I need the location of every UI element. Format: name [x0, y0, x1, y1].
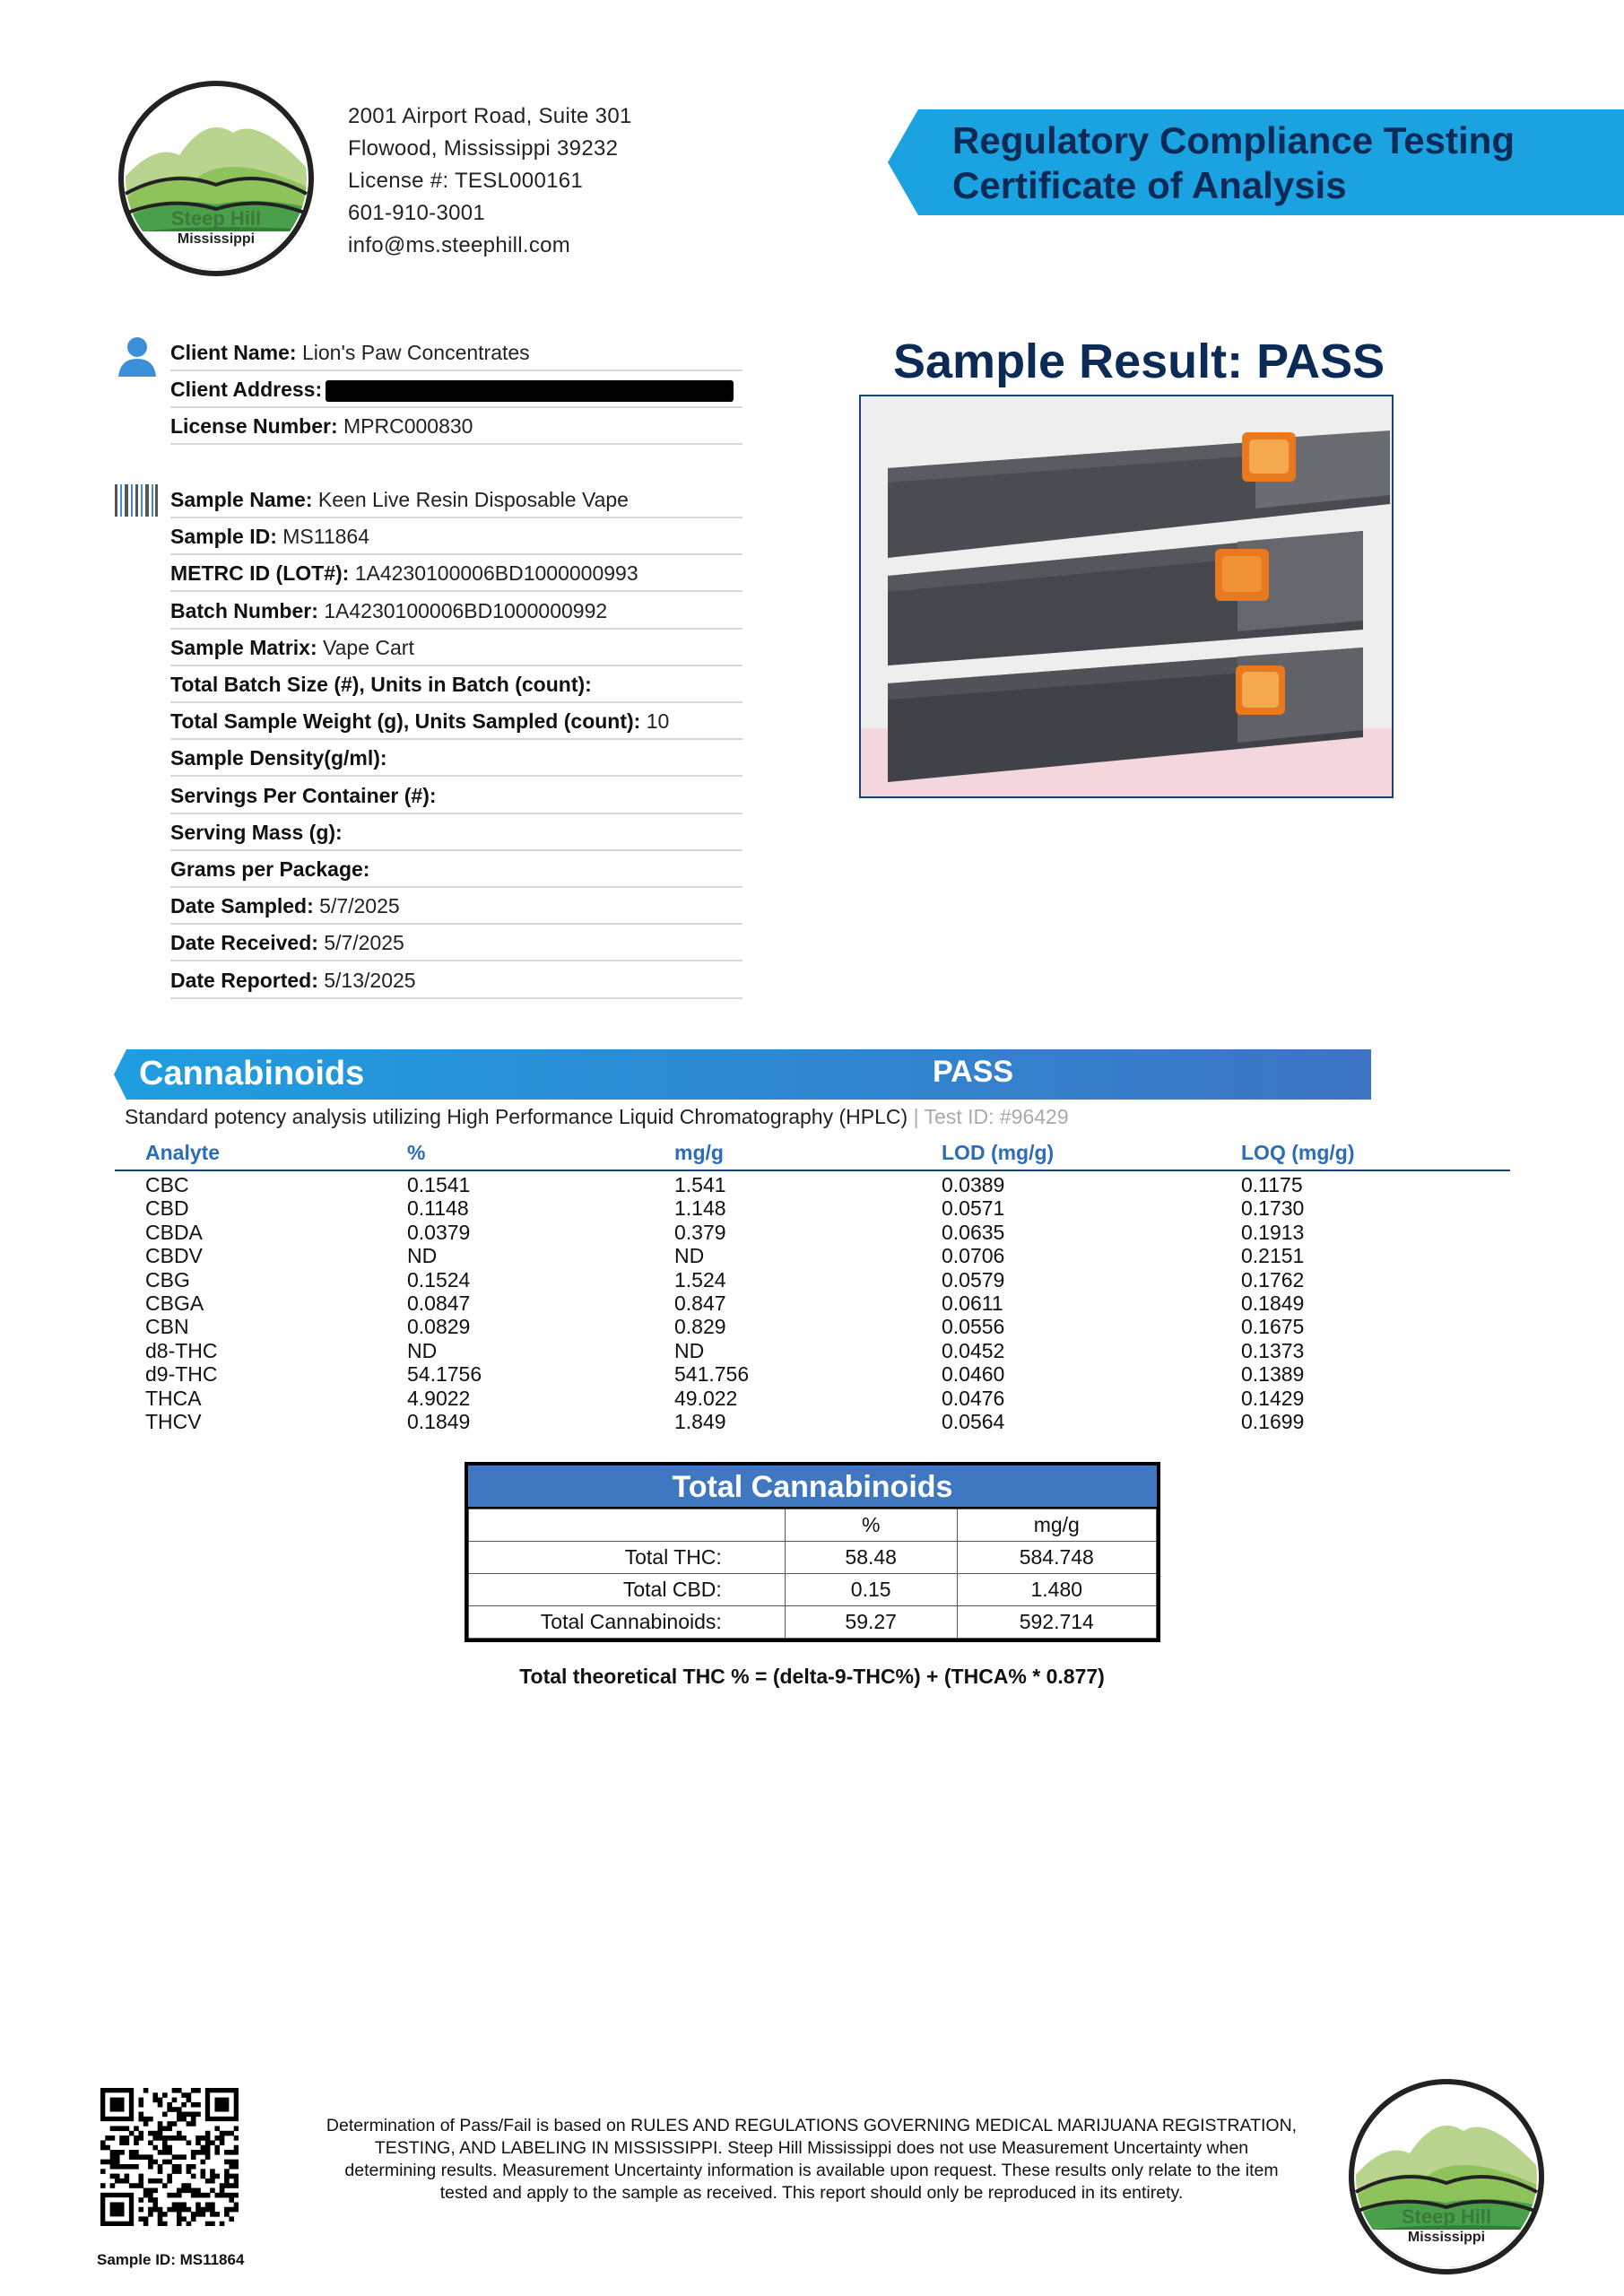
analyte-cell: 1.524: [674, 1267, 726, 1292]
field-label: License Number:: [170, 414, 338, 439]
total-thc-pct: 58.48: [785, 1542, 957, 1574]
analyte-cell: ND: [674, 1338, 705, 1362]
barcode-icon: [115, 483, 158, 523]
totals-title: Total Cannabinoids: [468, 1465, 1157, 1509]
analyte-cell: CBC: [145, 1173, 189, 1196]
analyte-cell: 0.0635: [942, 1220, 1005, 1244]
analyte-cell: ND: [674, 1244, 705, 1268]
analyte-cell: 0.1389: [1241, 1362, 1305, 1387]
analyte-cell: 1.148: [674, 1196, 726, 1221]
analyte-cell: CBGA: [145, 1291, 204, 1315]
analyte-cell: 0.1675: [1241, 1315, 1305, 1339]
analyte-cell: CBDA: [145, 1220, 203, 1244]
lab-address-line2: Flowood, Mississippi 39232: [348, 136, 619, 161]
field-value: Vape Cart: [317, 635, 414, 659]
field-label: Client Name:: [170, 341, 297, 364]
analyte-cell: 0.1730: [1241, 1196, 1305, 1221]
analyte-cell: 0.0379: [407, 1220, 471, 1244]
analyte-cell: 1.849: [674, 1409, 726, 1433]
col-lod: LOD (mg/g): [942, 1141, 1055, 1164]
analyte-cell: 0.0556: [942, 1315, 1005, 1339]
analyte-cell: THCV: [145, 1409, 202, 1433]
analyte-cell: 1.541: [674, 1173, 726, 1196]
analyte-cell: d8-THC: [145, 1338, 218, 1362]
total-cannabinoids-pct: 59.27: [785, 1606, 957, 1639]
sample-row: [170, 851, 743, 888]
analyte-row: [115, 1315, 1510, 1338]
steep-hill-footer-logo: [1347, 2077, 1546, 2276]
analyte-cell: THCA: [145, 1386, 202, 1410]
steep-hill-logo: [117, 79, 316, 278]
sample-row: [170, 666, 743, 703]
test-id: Test ID: #96429: [924, 1105, 1069, 1128]
logo-text-2: Mississippi: [177, 231, 256, 247]
lab-phone: 601-910-3001: [348, 201, 486, 225]
field-value: 5/13/2025: [317, 968, 416, 992]
analyte-cell: 0.1849: [407, 1409, 471, 1433]
sample-row: [170, 703, 743, 740]
analyte-row: [115, 1387, 1510, 1410]
analyte-cell: 0.1762: [1241, 1267, 1305, 1292]
sample-row: [170, 518, 743, 555]
sample-row: [170, 925, 743, 961]
analyte-table: [115, 1139, 1510, 1433]
cannabinoids-title: Cannabinoids: [139, 1055, 365, 1092]
total-thc-label: Total THC:: [469, 1542, 786, 1574]
field-label: Date Reported:: [170, 968, 318, 992]
total-cbd-mg: 1.480: [957, 1574, 1156, 1606]
lab-address-line1: 2001 Airport Road, Suite 301: [348, 104, 632, 128]
field-label: Sample Density(g/ml):: [170, 746, 387, 770]
analyte-cell: 0.0847: [407, 1291, 471, 1315]
analyte-row: [115, 1173, 1510, 1196]
coa-title-banner: [888, 109, 1624, 215]
qr-code-icon[interactable]: [100, 2088, 239, 2226]
sample-row: [170, 888, 743, 925]
analyte-cell: 0.0579: [942, 1267, 1005, 1292]
sample-row: [170, 740, 743, 777]
field-label: Sample ID:: [170, 525, 277, 549]
coa-title: Regulatory Compliance Testing Certificate of Analysis: [952, 119, 1515, 206]
analyte-cell: 0.2151: [1241, 1244, 1305, 1268]
total-thc-mg: 584.748: [957, 1542, 1156, 1574]
analyte-cell: 0.1148: [407, 1196, 469, 1221]
analyte-row: [115, 1268, 1510, 1292]
analyte-cell: ND: [407, 1338, 438, 1362]
field-label: METRC ID (LOT#):: [170, 561, 350, 586]
total-cannabinoids-table: [465, 1462, 1160, 1642]
sample-row: [170, 778, 743, 814]
client-row: [170, 408, 743, 445]
lab-license: License #: TESL000161: [348, 169, 584, 193]
analyte-cell: d9-THC: [145, 1362, 218, 1387]
col-loq: LOQ (mg/g): [1241, 1141, 1355, 1164]
analyte-cell: 0.0611: [942, 1291, 1003, 1315]
total-cannabinoids-mg: 592.714: [957, 1606, 1156, 1639]
sample-row: [170, 593, 743, 630]
analyte-cell: 0.0460: [942, 1362, 1005, 1387]
redacted-address: [326, 380, 734, 402]
footer-logo-text-1: Steep Hill: [1401, 2205, 1492, 2228]
lab-email[interactable]: info@ms.steephill.com: [348, 233, 571, 257]
sample-photo: [859, 395, 1394, 798]
field-label: Date Received:: [170, 931, 318, 955]
analyte-cell: 0.0452: [942, 1338, 1005, 1362]
analyte-cell: 0.1373: [1241, 1338, 1305, 1362]
totals-col-percent: %: [785, 1509, 957, 1542]
analyte-row: [115, 1244, 1510, 1267]
sample-row: [170, 814, 743, 851]
field-value: 1A4230100006BD1000000993: [349, 561, 638, 586]
analyte-cell: 4.9022: [407, 1386, 471, 1410]
col-percent: %: [407, 1141, 426, 1164]
analyte-row: [115, 1292, 1510, 1315]
field-label: Sample Name:: [170, 488, 313, 511]
analyte-row: [115, 1196, 1510, 1220]
field-label: Servings Per Container (#):: [170, 783, 437, 807]
analyte-row: [115, 1410, 1510, 1433]
field-value: Keen Live Resin Disposable Vape: [312, 488, 629, 511]
sample-result-title: Sample Result: PASS: [893, 335, 1385, 388]
field-value: 5/7/2025: [317, 931, 404, 955]
analyte-cell: 0.1524: [407, 1267, 471, 1292]
analyte-cell: CBD: [145, 1196, 189, 1221]
analyte-cell: 0.0389: [942, 1173, 1005, 1196]
field-value: 1A4230100006BD1000000992: [317, 598, 608, 622]
cannabinoids-status: PASS: [933, 1055, 1014, 1089]
analyte-cell: 0.1849: [1241, 1291, 1305, 1315]
total-cannabinoids-label: Total Cannabinoids:: [469, 1606, 786, 1639]
analyte-cell: 541.756: [674, 1362, 750, 1387]
field-label: Serving Mass (g):: [170, 820, 343, 844]
analyte-row: [115, 1362, 1510, 1386]
footer-logo-text-2: Mississippi: [1407, 2230, 1486, 2245]
analyte-cell: 0.0829: [407, 1315, 471, 1339]
cannabinoids-banner: [114, 1049, 1371, 1100]
field-label: Total Sample Weight (g), Units Sampled (count):: [170, 709, 641, 734]
field-value: 5/7/2025: [313, 894, 400, 918]
analyte-cell: CBG: [145, 1267, 190, 1292]
analyte-row: [115, 1221, 1510, 1244]
totals-col-mg: mg/g: [957, 1509, 1156, 1542]
sample-row: [170, 555, 743, 592]
total-cbd-label: Total CBD:: [469, 1574, 786, 1606]
client-row: [170, 335, 743, 371]
analyte-table-header: [115, 1139, 1510, 1171]
field-label: Sample Matrix:: [170, 635, 317, 659]
analyte-cell: 0.829: [674, 1315, 726, 1339]
analyte-cell: 0.1429: [1241, 1386, 1305, 1410]
client-row: [170, 371, 743, 408]
col-analyte: Analyte: [145, 1141, 221, 1164]
field-value: Lion's Paw Concentrates: [296, 341, 530, 364]
field-value: MPRC000830: [337, 414, 473, 439]
total-cbd-pct: 0.15: [785, 1574, 957, 1606]
method-description: [125, 1105, 1069, 1129]
analyte-cell: 0.1913: [1241, 1220, 1305, 1244]
disclaimer: Determination of Pass/Fail is based on RULES AND REGULATIONS GOVERNING MEDICAL MARIJUANA REGISTRATION, TESTING, AND LABELING IN MISSISSIPPI. Steep Hill Mississippi does not use Measurement Uncertainty when determining results. Measurement Uncertainty information is available upon request. These results only relate to the item tested and apply to the sample as received. This report should only be reproduced in its entirety.: [326, 2116, 1298, 2203]
field-label: Client Address:: [170, 378, 323, 402]
analyte-cell: 0.0571: [942, 1196, 1005, 1221]
analyte-cell: ND: [407, 1244, 438, 1268]
analyte-cell: CBDV: [145, 1244, 203, 1268]
field-label: Date Sampled:: [170, 894, 314, 918]
analyte-cell: 0.379: [674, 1220, 726, 1244]
person-icon: [115, 334, 160, 383]
analyte-cell: 0.0706: [942, 1244, 1005, 1268]
method-text: Standard potency analysis utilizing High Performance Liquid Chromatography (HPLC): [125, 1105, 908, 1128]
method-separator: |: [913, 1105, 919, 1128]
analyte-cell: 0.847: [674, 1291, 726, 1315]
col-mg-g: mg/g: [674, 1141, 724, 1164]
field-label: Batch Number:: [170, 598, 318, 622]
analyte-cell: 0.1175: [1241, 1173, 1303, 1196]
analyte-cell: 0.1541: [407, 1173, 471, 1196]
lab-address-block: [348, 100, 632, 262]
sample-row: [170, 630, 743, 666]
analyte-cell: 0.0564: [942, 1409, 1005, 1433]
analyte-cell: 0.1699: [1241, 1409, 1305, 1433]
analyte-row: [115, 1339, 1510, 1362]
analyte-cell: CBN: [145, 1315, 189, 1339]
analyte-cell: 54.1756: [407, 1362, 482, 1387]
analyte-cell: 49.022: [674, 1386, 738, 1410]
thc-formula: Total theoretical THC % = (delta-9-THC%) + (THCA% * 0.877): [519, 1665, 1105, 1688]
footer-sample-id: Sample ID: MS11864: [97, 2251, 245, 2268]
analyte-cell: 0.0476: [942, 1386, 1005, 1410]
sample-row: [170, 962, 743, 999]
field-label: Total Batch Size (#), Units in Batch (count):: [170, 673, 592, 696]
field-value: MS11864: [276, 525, 370, 549]
sample-row: [170, 482, 743, 518]
field-label: Grams per Package:: [170, 857, 370, 881]
totals-empty-header: [469, 1509, 786, 1542]
field-value: 10: [640, 709, 670, 734]
logo-text-1: Steep Hill: [170, 207, 262, 230]
